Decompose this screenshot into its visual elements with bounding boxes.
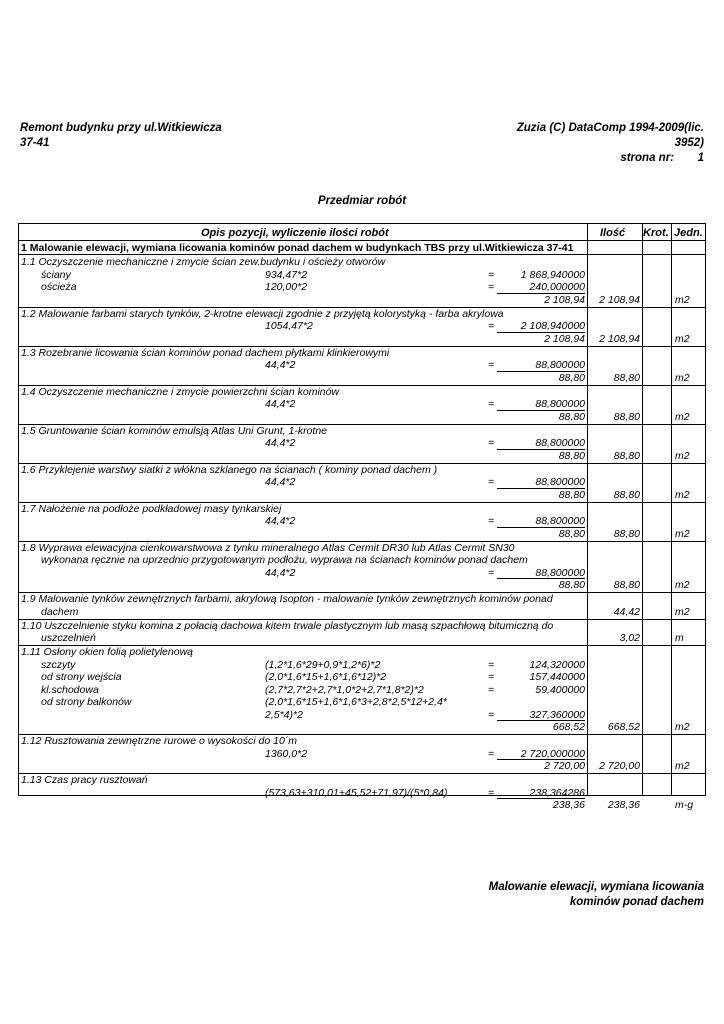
calc-equals: = (488, 747, 495, 760)
calc-formula: 44,4*2 (265, 515, 296, 527)
item-quantity: 88,80 (613, 579, 640, 591)
calc-value: 88,800000 (535, 515, 585, 527)
item-unit: m2 (675, 579, 690, 591)
calc-formula: 2,5*4)*2 (265, 708, 303, 721)
calc-formula: 44,4*2 (265, 359, 296, 371)
item-title: 1.13 Czas pracy rusztowań (21, 774, 148, 786)
item-quantity: 2 108,94 (599, 293, 640, 306)
item-quantity: 2 108,94 (599, 332, 640, 345)
item-unit: m2 (675, 721, 690, 733)
calc-value: 124,320000 (529, 658, 585, 671)
item-title: 1.11 Osłony okien folią polietylenową (21, 646, 193, 658)
calc-label: od strony wejścia (41, 671, 122, 683)
calc-formula: 1360,0*2 (265, 747, 308, 760)
software-credit: Zuzia (C) DataComp 1994-2009(lic. (516, 122, 704, 134)
calc-label: ściany (41, 268, 71, 281)
item-sum: 2 720,00 (544, 760, 585, 772)
page-number: 1 (697, 152, 704, 164)
item-sum: 88,80 (558, 371, 585, 384)
calc-equals: = (488, 671, 495, 683)
calc-equals: = (488, 566, 495, 579)
item-unit: m2 (675, 332, 690, 345)
item-title-continued: uszczelnień (41, 632, 96, 644)
item-quantity: 238,36 (607, 799, 640, 811)
document-title: Przedmiar robót (317, 195, 407, 207)
calc-value: 238,364286 (529, 786, 585, 799)
calc-equals: = (488, 658, 495, 671)
item-unit: m-g (675, 799, 694, 811)
calc-value: 88,800000 (535, 359, 585, 371)
document-footer (444, 880, 704, 910)
row-divider (19, 240, 705, 241)
calc-label: kl.schodowa (41, 683, 99, 696)
item-title: 1.12 Rusztowania zewnętrzne rurowe o wysokości do 10´m (21, 735, 298, 747)
item-quantity: 44,42 (613, 605, 640, 618)
calc-equals: = (488, 437, 495, 449)
calc-value: 59,400000 (535, 683, 585, 696)
item-quantity: 88,80 (613, 371, 640, 384)
row-divider (19, 254, 705, 255)
document-header-left (20, 121, 270, 151)
calc-formula: (573,63+310,01+45,52+71,97)/(5*0,84) (265, 786, 448, 799)
item-sum: 88,80 (558, 527, 585, 540)
column-divider (642, 224, 643, 795)
calc-formula: (1,2*1,6*29+0,9*1,2*6)*2 (265, 658, 381, 671)
item-title: 1.2 Malowanie farbami starych tynków, 2-krotne elewacji zgodnie z przyjętą kolorystyką - farba akrylowa (21, 307, 504, 320)
item-title: 1.4 Oczyszczenie mechaniczne i zmycie powierzchni ścian kominów (21, 385, 340, 398)
item-unit: m2 (675, 410, 690, 423)
calc-value: 1 868,940000 (520, 268, 585, 281)
calc-formula: (2,7*2,7*2+2,7*1,0*2+2,7*1,8*2)*2 (265, 683, 424, 696)
calc-formula: 934,47*2 (265, 268, 308, 281)
calc-value: 88,800000 (535, 398, 585, 410)
calc-equals: = (488, 476, 495, 488)
item-sum: 2 108,94 (544, 293, 585, 306)
item-title: 1.1 Oczyszczenie mechaniczne i zmycie ścian zew.budynku i ościeży otworów (21, 256, 386, 268)
item-unit: m2 (675, 605, 690, 618)
item-quantity: 88,80 (613, 488, 640, 501)
calc-formula: 1054,47*2 (265, 320, 313, 332)
column-divider (671, 224, 672, 795)
calc-formula: (2,0*1,6*15+1,6*1,6*12)*2 (265, 671, 387, 683)
item-unit: m (675, 632, 684, 644)
column-header-description: Opis pozycji, wyliczenie ilości robót (201, 227, 389, 239)
item-unit: m2 (675, 488, 690, 501)
item-title-continued: wykonana ręcznie na uprzednio przygotowanym podłożu, wyprawa na ścianach kominów ponad dachem (41, 554, 528, 566)
calc-label: od strony balkonów (41, 696, 132, 708)
calc-equals: = (488, 268, 495, 281)
item-unit: m2 (675, 371, 690, 384)
item-quantity: 88,80 (613, 410, 640, 423)
column-header-unit: Jedn. (674, 227, 703, 239)
calc-value: 88,800000 (535, 437, 585, 449)
item-quantity: 2 720,00 (599, 760, 640, 772)
calc-value: 327,360000 (529, 708, 585, 721)
license-number: 3952) (674, 137, 704, 149)
item-sum: 238,36 (552, 799, 585, 811)
item-title: 1.5 Gruntowanie ścian kominów emulsją Atlas Uni Grunt, 1-krotne (21, 424, 327, 437)
calc-formula: 44,4*2 (265, 476, 296, 488)
calc-value: 2 720,000000 (520, 747, 585, 760)
item-unit: m2 (675, 293, 690, 306)
calc-formula: 44,4*2 (265, 437, 296, 449)
calc-value: 88,800000 (535, 566, 585, 579)
item-title: 1.8 Wyprawa elewacyjna cienkowarstwowa z tynku mineralnego Atlas Cermit DR30 lub Atlas Cermit SN30 (21, 541, 515, 554)
calc-equals: = (488, 320, 495, 332)
project-address: 37-41 (20, 137, 50, 149)
item-title: 1.7 Nałożenie na podłoże podkładowej masy tynkarskiej (21, 502, 282, 515)
calc-formula: 120,00*2 (265, 281, 308, 293)
document-header-right (474, 121, 704, 166)
calc-value: 88,800000 (535, 476, 585, 488)
calc-equals: = (488, 515, 495, 527)
item-sum: 88,80 (558, 579, 585, 591)
calc-label: ościeża (41, 281, 77, 293)
calc-formula: 44,4*2 (265, 398, 296, 410)
item-title: 1.6 Przyklejenie warstwy siatki z włókna szklanego na ścianach ( kominy ponad dachem ) (21, 463, 438, 476)
item-title: 1.10 Uszczelnienie styku komina z połacią dachowa kitem trwale plastycznym lub masą szpachłową bitumiczną do (21, 619, 554, 632)
footer-line-1: Malowanie elewacji, wymiana licowania (488, 881, 704, 893)
item-sum: 668,52 (552, 721, 585, 733)
item-title: 1.9 Malowanie tynków zewnętrznych farbami, akrylową Isopton - malowanie tynków zewnętrznych kominów ponad (21, 593, 553, 605)
item-title: 1.3 Rozebranie licowania ścian kominów ponad dachem płytkami klinkierowymi (21, 346, 390, 359)
calc-value: 157,440000 (529, 671, 585, 683)
item-sum: 88,80 (558, 449, 585, 462)
item-unit: m2 (675, 527, 690, 540)
calc-value: 2 108,940000 (520, 320, 585, 332)
column-header-quantity: Ilość (600, 227, 626, 239)
page-indicator (474, 151, 704, 166)
column-divider (587, 224, 588, 795)
calc-equals: = (488, 786, 495, 799)
calc-equals: = (488, 398, 495, 410)
project-name: Remont budynku przy ul.Witkiewicza (20, 122, 222, 134)
section-title: 1 Malowanie elewacji, wymiana licowania kominów ponad dachem w budynkach TBS przy ul.Witkiewicza 37-41 (21, 242, 574, 254)
bill-of-quantities-table (18, 223, 706, 811)
calc-equals: = (488, 683, 495, 696)
item-sum: 88,80 (558, 488, 585, 501)
calc-label: szczyty (41, 658, 76, 671)
item-sum: 2 108,94 (544, 332, 585, 345)
item-quantity: 3,02 (619, 632, 640, 644)
calc-formula: (2,0*1,6*15+1,6*1,6*3+2,8*2,5*12+2,4* (265, 696, 447, 708)
item-unit: m2 (675, 760, 690, 772)
calc-formula: 44,4*2 (265, 566, 296, 579)
calc-equals: = (488, 281, 495, 293)
calc-equals: = (488, 359, 495, 371)
item-unit: m2 (675, 449, 690, 462)
calc-value: 240,000000 (529, 281, 585, 293)
item-quantity: 668,52 (607, 721, 640, 733)
column-header-multiplier: Krot. (643, 227, 669, 239)
item-quantity: 88,80 (613, 449, 640, 462)
calc-equals: = (488, 708, 495, 721)
item-quantity: 88,80 (613, 527, 640, 540)
footer-line-2: kominów ponad dachem (569, 896, 704, 908)
item-sum: 88,80 (558, 410, 585, 423)
item-title-continued: dachem (41, 605, 79, 618)
page-label: strona nr: (620, 152, 674, 164)
